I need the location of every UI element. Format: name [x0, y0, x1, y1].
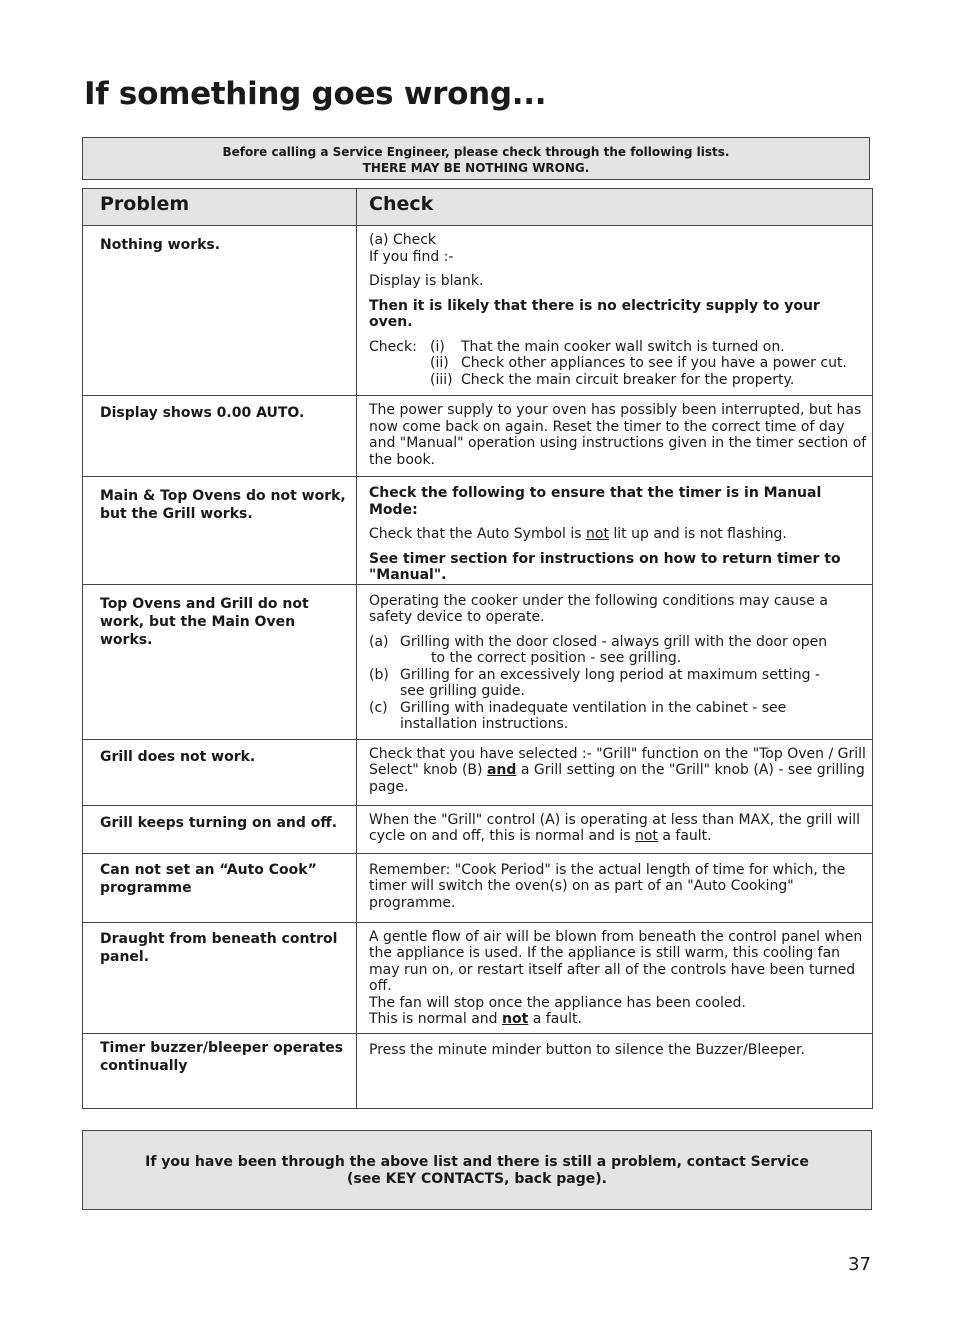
list-text: Grilling for an excessively long period at maximum setting - see grilling guide.: [400, 666, 820, 699]
check-text-part: a fault.: [657, 828, 712, 844]
page-title: If something goes wrong...: [84, 76, 547, 112]
list-item: [369, 700, 868, 733]
list-item: [430, 372, 868, 389]
check-text: Display is blank.: [369, 273, 484, 289]
problem-cell: Top Ovens and Grill do not work, but the Main Oven works.: [83, 584, 357, 739]
notice-box: [82, 137, 870, 180]
check-cell: [357, 853, 873, 922]
list-text: Check other appliances to see if you have a power cut.: [461, 355, 847, 371]
check-text: A gentle flow of air will be blown from beneath the control panel when the appliance is used. If the appliance is still warm, this cooling fan may run on, or restart itself after all of the controls have been turned off.: [369, 928, 863, 994]
check-text: Then it is likely that there is no electricity supply to your oven.: [369, 297, 820, 330]
list-item: [430, 355, 868, 372]
list-marker: (b): [369, 666, 389, 683]
table-row: [83, 226, 873, 396]
check-cell: [357, 805, 873, 853]
footer-line-2: (see KEY CONTACTS, back page).: [347, 1171, 607, 1187]
check-text: [369, 812, 868, 845]
check-text-part: This is normal and: [369, 1011, 502, 1027]
check-cell: [357, 739, 873, 805]
check-emphasis: not: [634, 828, 658, 844]
check-text-part: lit up and is not flashing.: [608, 526, 787, 542]
list-marker: (a): [369, 633, 389, 650]
problem-cell: Main & Top Ovens do not work, but the Grill works.: [83, 477, 357, 585]
list-item: [369, 667, 868, 700]
check-cell: [357, 477, 873, 585]
list-marker: (i): [430, 338, 445, 355]
list-marker: (c): [369, 699, 388, 716]
problem-cell: Display shows 0.00 AUTO.: [83, 396, 357, 477]
check-text-part: Check that you have selected :- "Grill" function on the "Top Oven / Grill Select" knob (B): [369, 745, 866, 778]
check-text: (a) Check: [369, 232, 437, 248]
list-item: [430, 339, 868, 356]
table-row: [83, 853, 873, 922]
check-text-part: a Grill setting on the "Grill" knob (A) - see grilling page.: [369, 762, 865, 795]
check-text: The power supply to your oven has possibly been interrupted, but has now come back on again. Reset the timer to the correct time of day and "Manual" operation using instructions given in the timer section of the book.: [369, 402, 867, 468]
check-text: See timer section for instructions on how to return timer to "Manual".: [369, 550, 841, 583]
check-text-part: a fault.: [528, 1011, 582, 1027]
list-text: That the main cooker wall switch is turned on.: [461, 338, 785, 355]
list-item: [369, 634, 868, 651]
table-header-row: [83, 189, 873, 226]
check-cell: [357, 226, 873, 396]
check-text: Remember: "Cook Period" is the actual length of time for which, the timer will switch the oven(s) on as part of an "Auto Cooking" programme.: [369, 861, 846, 911]
check-text: Operating the cooker under the following conditions may cause a safety device to operate.: [369, 592, 828, 625]
list-marker: (ii): [430, 355, 449, 371]
check-text: The fan will stop once the appliance has been cooled.: [369, 994, 746, 1011]
check-text: Check the following to ensure that the timer is in Manual Mode:: [369, 485, 822, 518]
table-row: [83, 396, 873, 477]
problem-cell: Draught from beneath control panel.: [83, 922, 357, 1033]
problem-cell: Timer buzzer/bleeper operates continually: [83, 1033, 357, 1108]
problem-cell: Can not set an “Auto Cook” programme: [83, 853, 357, 922]
problem-cell: Grill does not work.: [83, 739, 357, 805]
footer-box: [82, 1130, 872, 1210]
table-row: [83, 584, 873, 739]
check-cell: [357, 584, 873, 739]
check-list: [369, 634, 868, 733]
list-text: Grilling with the door closed - always grill with the door open: [400, 633, 828, 650]
notice-line-1: Before calling a Service Engineer, please check through the following lists.: [222, 145, 730, 159]
table-row: [83, 477, 873, 585]
problem-cell: Nothing works.: [83, 226, 357, 396]
check-emphasis: not: [586, 526, 609, 542]
list-text-continued: to the correct position - see grilling.: [431, 650, 682, 666]
check-text: [369, 526, 868, 543]
footer-line-1: If you have been through the above list and there is still a problem, contact Service: [145, 1154, 809, 1170]
check-cell: [357, 1033, 873, 1108]
troubleshooting-table: [82, 188, 873, 1109]
check-list: [369, 339, 868, 389]
table-row: [83, 739, 873, 805]
check-text-part: When the "Grill" control (A) is operating at less than MAX, the grill will cycle on and off, this is normal and is: [369, 811, 861, 844]
check-text: [369, 746, 868, 796]
check-cell: [357, 922, 873, 1033]
check-text: If you find :-: [369, 248, 454, 265]
check-text-part: Check that the Auto Symbol is: [369, 526, 587, 542]
header-check: Check: [357, 189, 873, 226]
page-number: 37: [848, 1254, 871, 1275]
table-row: [83, 805, 873, 853]
table-row: [83, 1033, 873, 1108]
check-text: [369, 1011, 868, 1028]
check-emphasis: not: [502, 1011, 529, 1027]
notice-line-2: THERE MAY BE NOTHING WRONG.: [362, 161, 590, 175]
list-text: Grilling with inadequate ventilation in the cabinet - see installation instructions.: [400, 699, 787, 732]
table-row: [83, 922, 873, 1033]
header-problem: Problem: [83, 189, 357, 226]
check-emphasis: and: [486, 762, 517, 778]
check-label: Check:: [369, 338, 417, 355]
check-cell: [357, 396, 873, 477]
list-marker: (iii): [430, 371, 453, 388]
list-text: Check the main circuit breaker for the property.: [461, 371, 795, 388]
problem-cell: Grill keeps turning on and off.: [83, 805, 357, 853]
check-text: Press the minute minder button to silence the Buzzer/Bleeper.: [369, 1041, 805, 1058]
